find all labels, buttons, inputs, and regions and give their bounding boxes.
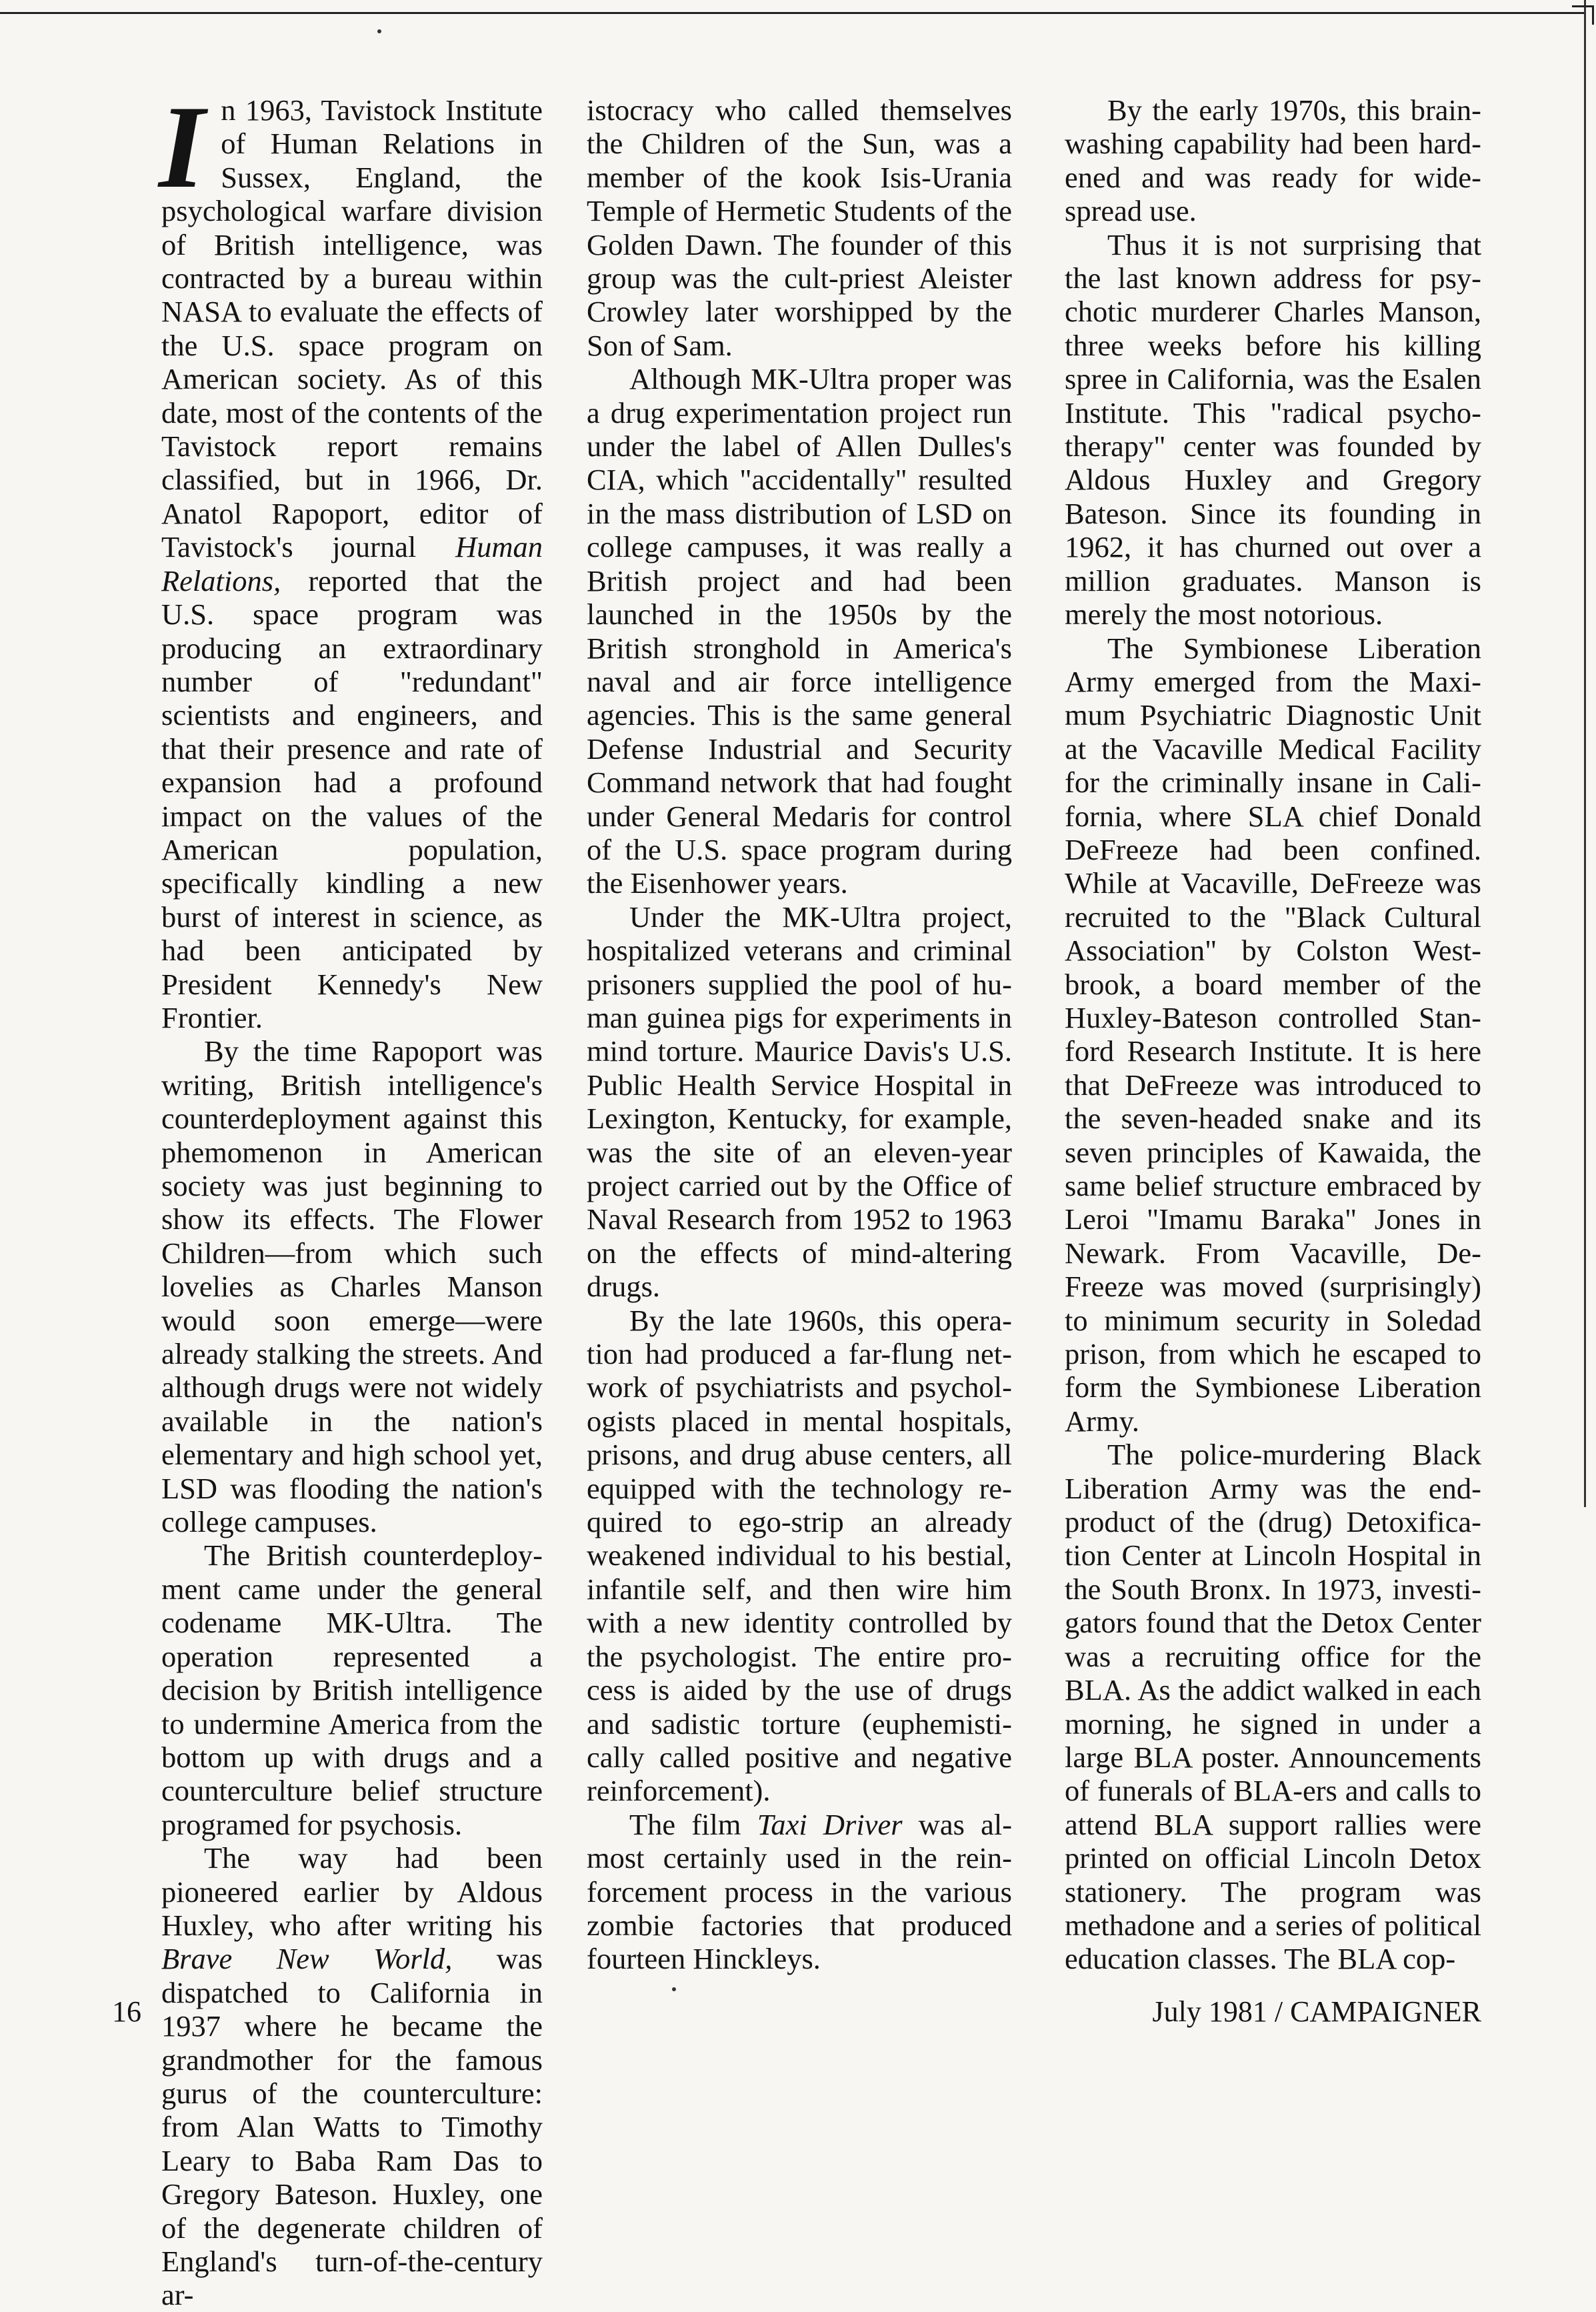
- print-speck: [377, 29, 381, 33]
- drop-cap: I: [159, 81, 205, 213]
- paragraph: The Symbionese Liberation Army emerged from the Maximum Psychiatric Diagnostic Unit at the Vacaville Medical Facility for the criminally insane in California, where SLA chief Donald DeFreeze had been confined. While at Vacaville, DeFreeze was recruited to the "Black Cultural Association" by Colston Westbrook, a board member of the Huxley-Bateson controlled Stanford Research Institute. It is here that DeFreeze was introduced to the seven-headed snake and its seven principles of Kawaida, the same belief structure embraced by Leroi "Imamu Baraka" Jones in Newark. From Vacaville, DeFreeze was moved (surprisingly) to minimum security in Soledad prison, from which he escaped to form the Symbionese Liberation Army.: [1065, 631, 1481, 1438]
- paragraph: By the late 1960s, this operation had produced a far-flung network of psychiatrists and psychologists placed in mental hospitals, prisons, and drug abuse centers, all equipped with the technology required to ego-strip an already weakened individual to his bestial, infantile self, and then wire him with a new identity controlled by the psychologist. The entire process is aided by the use of drugs and sadistic torture (euphemistically called positive and negative reinforcement).: [587, 1303, 1012, 1808]
- paragraph-text: was almost certainly used in the reinforcement process in the various zombie factories that produced fourteen Hinckleys.: [587, 1807, 1013, 1976]
- paragraph: The British counterdeployment came under the general codename MK-Ultra. The operation represented a decision by British intelligence to undermine America from the bottom up with drugs and a counterculture belief structure programed for psychosis.: [161, 1538, 543, 1841]
- paragraph: By the time Rapoport was writing, British intelligence's counterdeployment against this phemomenon in American society was just beginning to show its effects. The Flower Children—from which such lovelies as Charles Manson would soon emerge—were already stalking the streets. And although drugs were not widely available in the nation's elementary and high school yet, LSD was flooding the nation's college campuses.: [161, 1034, 543, 1539]
- paragraph: By the early 1970s, this brainwashing capability had been hardened and was ready for widespread use.: [1065, 93, 1481, 228]
- page-corner-mark: [1572, 5, 1594, 25]
- issue-footer: July 1981 / CAMPAIGNER: [1152, 1995, 1481, 2028]
- article-column-3: [1065, 93, 1481, 1976]
- paragraph-text: was dispatched to California in 1937 where he became the grandmother for the famous gurus of the counterculture: from Alan Watts to Timothy Leary to Baba Ram Das to Gregory Bateson. Huxley, one of the degenerate children of England's turn-of-the-century ar-: [161, 1942, 543, 2312]
- paragraph: [587, 1808, 1012, 1976]
- paragraph: Thus it is not surprising that the last known address for psychotic murderer Charles Manson, three weeks before his killing spree in California, was the Esalen Institute. This "radical psychotherapy" center was founded by Aldous Huxley and Gregory Bateson. Since its founding in 1962, it has churned out over a million graduates. Manson is merely the most notorious.: [1065, 227, 1481, 632]
- journal-title: Human Relations,: [161, 530, 543, 598]
- paragraph: [159, 81, 543, 1034]
- page-number: 16: [112, 1995, 141, 2028]
- article-column-1: [159, 81, 543, 2312]
- print-speck: [672, 1987, 676, 1991]
- paragraph: istocracy who called themselves the Children of the Sun, was a member of the kook Isis-Urania Temple of Hermetic Students of the Golden Dawn. The founder of this group was the cult-priest Aleister Crowley later worshipped by the Son of Sam.: [587, 93, 1012, 362]
- paragraph-text: n 1963, Tavistock Institute of Human Relations in Sussex, England, the psychological warfare division of British intelligence, was contracted by a bureau within NASA to evaluate the effects of the U.S. space program on American society. As of this date, most of the contents of the Tavistock report remains classified, but in 1966, Dr. Anatol Rapoport, editor of Tavistock's journal: [161, 93, 543, 564]
- page-edge-line: [1584, 0, 1586, 1507]
- paragraph: Although MK-Ultra proper was a drug experimentation project run under the label of Allen Dulles's CIA, which "accidentally" resulted in the mass distribution of LSD on college campuses, it was really a British project and had been launched in the 1950s by the British stronghold in America's naval and air force intelligence agencies. This is the same general Defense Industrial and Security Command network that had fought under General Medaris for control of the U.S. space program during the Eisenhower years.: [587, 362, 1012, 900]
- book-title: Brave New World,: [161, 1942, 453, 1976]
- top-rule: [0, 12, 1584, 14]
- paragraph: Under the MK-Ultra project, hospitalized veterans and criminal prisoners supplied the pool of human guinea pigs for experiments in mind torture. Maurice Davis's U.S. Public Health Service Hospital in Lexington, Kentucky, for example, was the site of an eleven-year project carried out by the Office of Naval Research from 1952 to 1963 on the effects of mind-altering drugs.: [587, 900, 1012, 1304]
- paragraph-text: The film: [629, 1807, 757, 1841]
- paragraph: [161, 1841, 543, 2312]
- film-title: Taxi Driver: [757, 1807, 903, 1841]
- paragraph-text: The way had been pioneered earlier by Aldous Huxley, who after writing his: [161, 1841, 543, 1942]
- article-column-2: [587, 93, 1012, 1976]
- paragraph: The police-murdering Black Liberation Army was the end-product of the (drug) Detoxification Center at Lincoln Hospital in the South Bronx. In 1973, investigators found that the Detox Center was a recruiting office for the BLA. As the addict walked in each morning, he signed in under a large BLA poster. Announcements of funerals of BLA-ers and calls to attend BLA support rallies were printed on official Lincoln Detox stationery. The program was methadone and a series of political education classes. The BLA cop-: [1065, 1438, 1481, 1976]
- paragraph-text: reported that the U.S. space program was producing an extraordinary number of "redundant" scientists and engineers, and that their presence and rate of expansion had a profound impact on the values of the American population, specifically kindling a new burst of interest in science, as had been anticipated by President Kennedy's New Frontier.: [161, 563, 543, 1034]
